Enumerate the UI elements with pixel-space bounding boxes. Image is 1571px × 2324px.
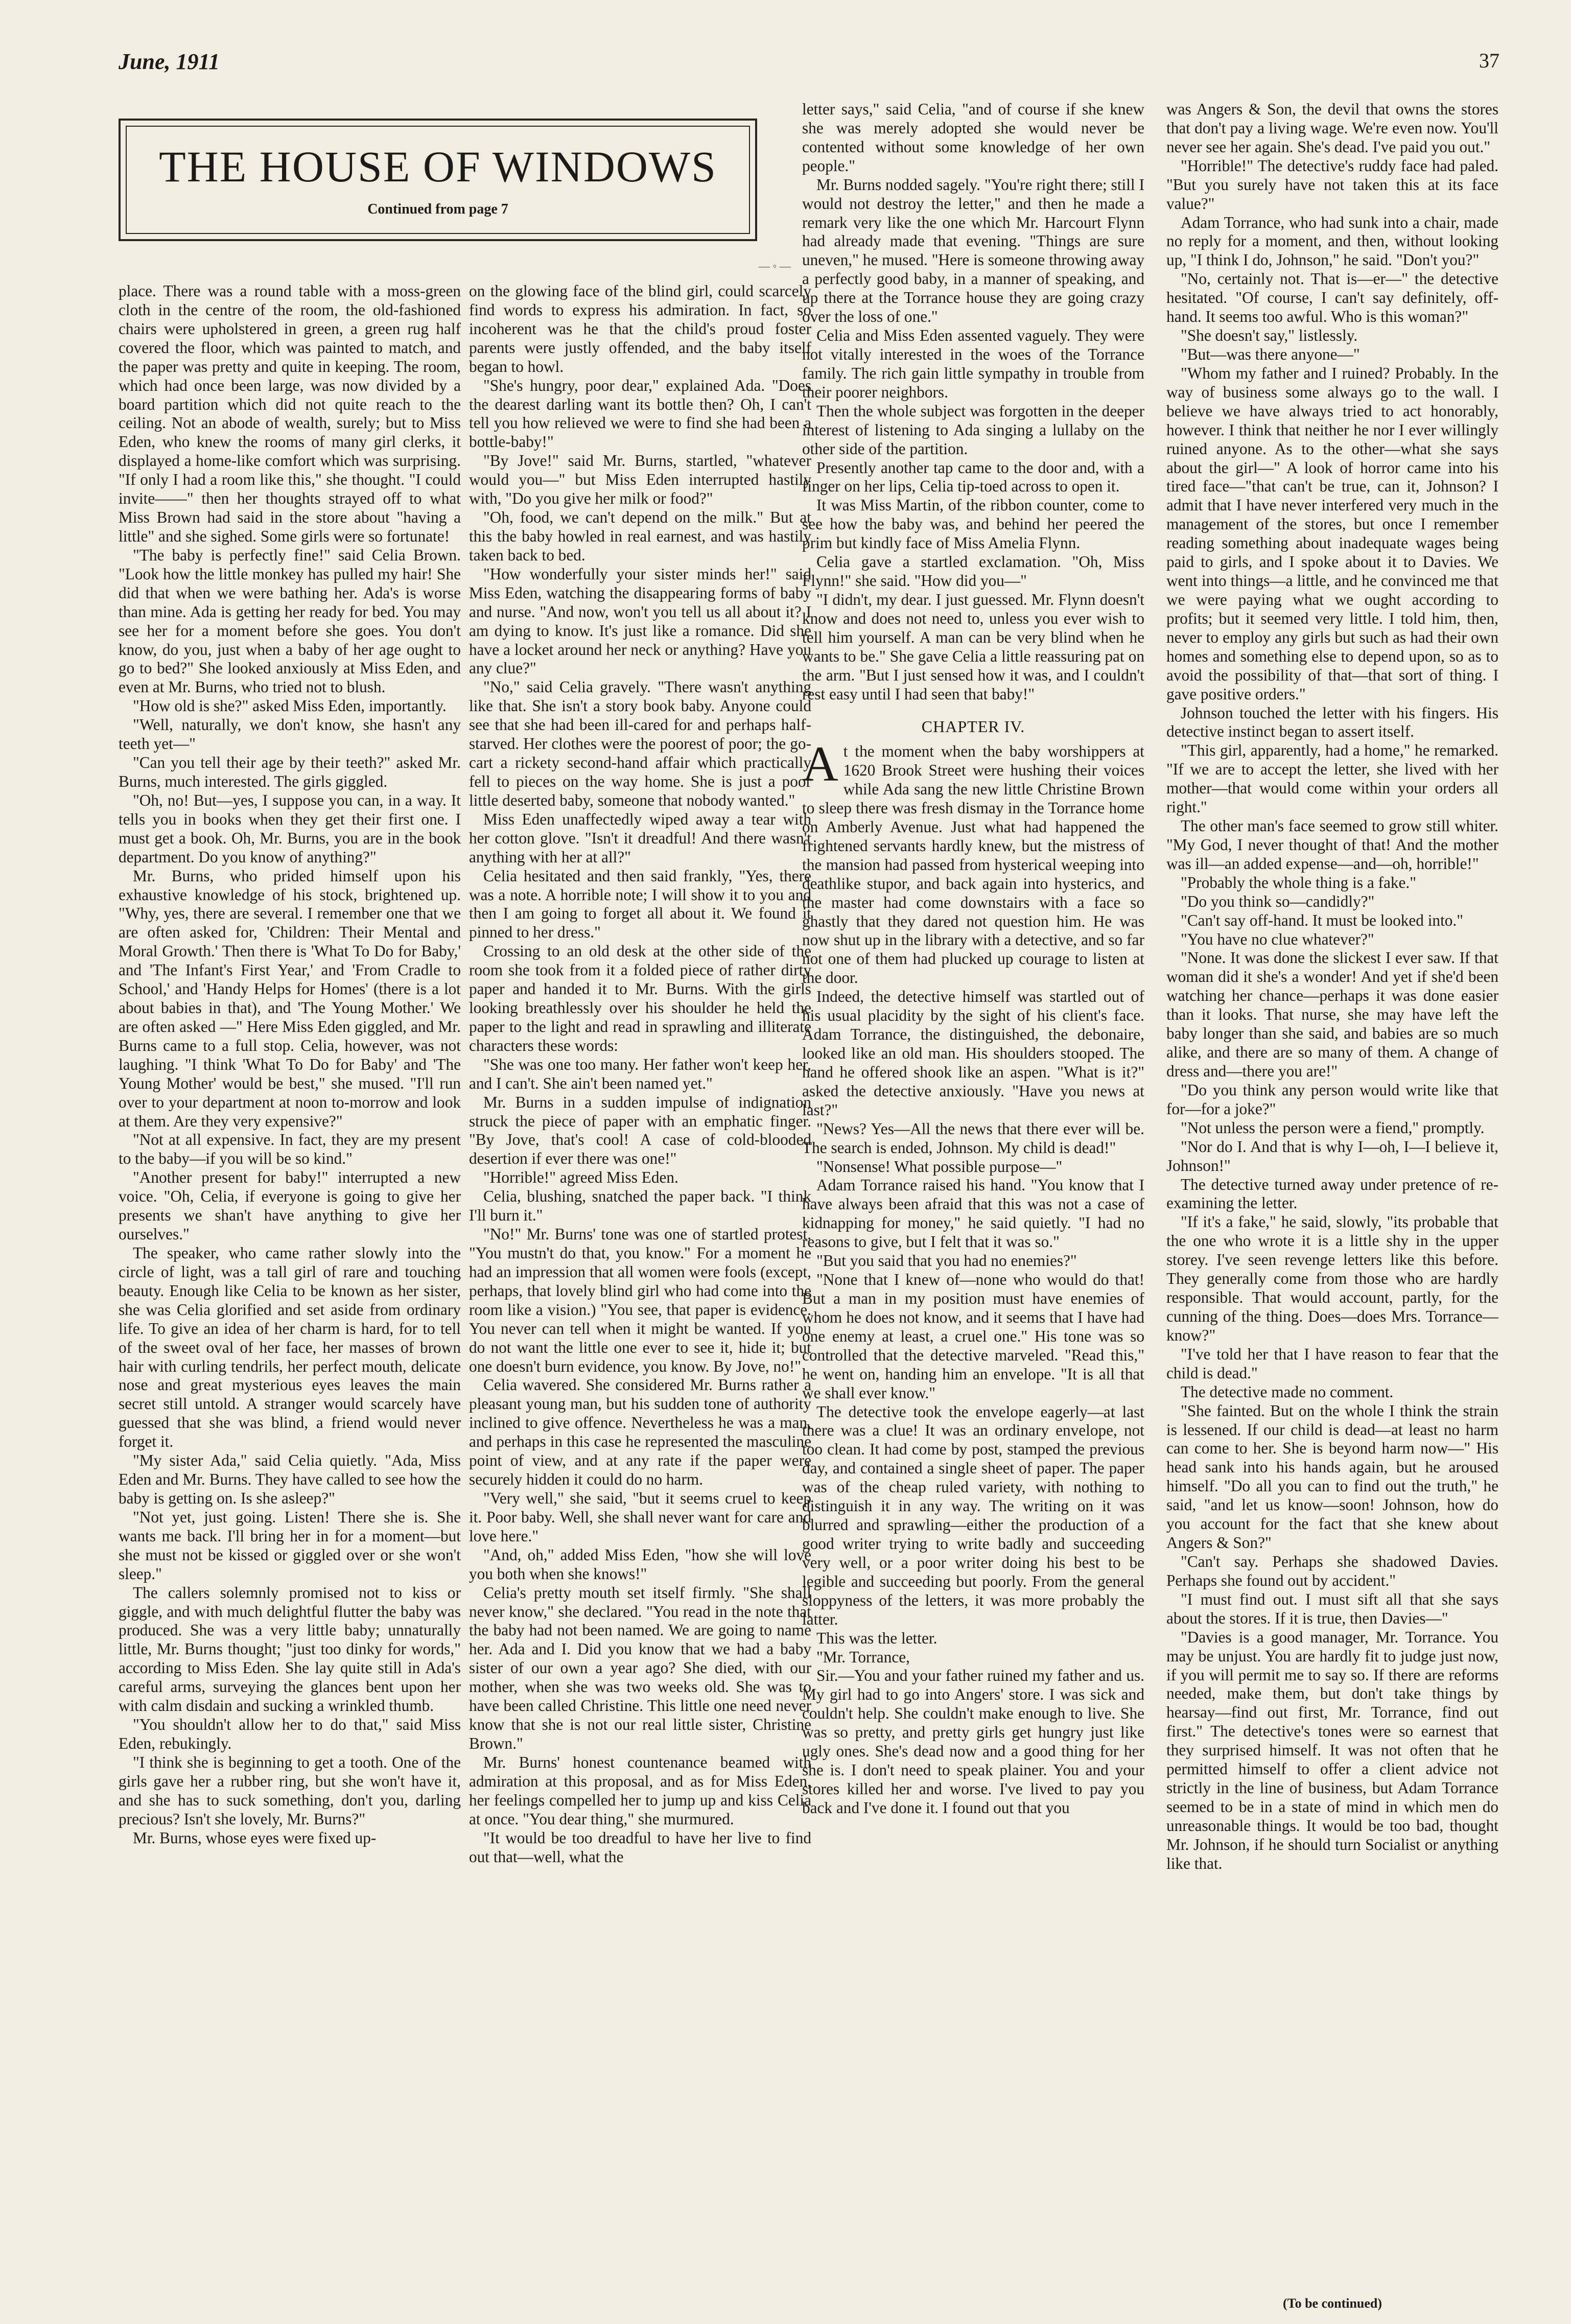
paragraph: "You have no clue whatever?" [1181,930,1374,948]
paragraph: Presently another tap came to the door and, with a finger on her lips, Celia tip-toed across to open it. [802,458,1144,496]
paragraph: "Nonsense! What possible purpose—" [816,1157,1063,1176]
paragraph: Celia and Miss Eden assented vaguely. They were not vitally interested in the woes of the Torrance family. The rich gain little sympathy in trouble from their poorer neighbors. [802,326,1144,401]
paragraph: "I've told her that I have reason to fear that the child is dead." [1166,1345,1498,1382]
paragraph: Mr. Burns, who prided himself upon his exhaustive knowledge of his stock, brightened up. "Why, yes, there are several. I remember one that we are often asked for, 'Children: Their Mental and Moral Growth.' Then there is 'What To Do for Baby,' and 'The Infant's First Year,' and 'From Cradle to School,' and 'Handy Helps for Homes' (there is a lot about babies in that), and 'The Young Mother.' We are often asked —" Here Miss Eden giggled, and Mr. Burns came to a full stop. Celia, however, was not laughing. "I think 'What To Do for Baby' and 'The Young Mother' would be best," she mused. "I'll run over to your department at noon to-morrow and look at them. Are they very expensive?" [119,866,461,1130]
paragraph: Indeed, the detective himself was startled out of his usual placidity by the sight of his client's face. Adam Torrance, the distinguished, the debonaire, looked like an old man. His shoulders stooped. The hand he offered shook like an aspen. "What is it?" asked the detective anxiously. "Have you news at last?" [802,988,1144,1119]
paragraph: "Horrible!" The detective's ruddy face had paled. "But you surely have not taken this at its face value?" [1166,156,1498,213]
paragraph: "If it's a fake," he said, slowly, "its probable that the one who wrote it is a little shy in the upper storey. I've seen revenge letters like this before. They generally come from those who are hardly responsible. That would account, partly, for the cunning of the thing. Does—does Mrs. Torrance—know?" [1166,1213,1498,1344]
paragraph: "But—was there anyone—" [1181,345,1360,363]
paragraph: "Nor do I. And that is why I—oh, I—I believe it, Johnson!" [1166,1137,1498,1175]
paragraph: It was Miss Martin, of the ribbon counter, come to see how the baby was, and behind her peered the prim but kindly face of Miss Amelia Flynn. [802,496,1144,552]
paragraph: "Horrible!" agreed Miss Eden. [483,1168,678,1187]
paragraph: Mr. Burns' honest countenance beamed with admiration at this proposal, and as for Miss Eden, her feelings compelled her to jump up and kiss Celia at once. "You dear thing," she murmured. [469,1753,811,1828]
paragraph: Adam Torrance, who had sunk into a chair, made no reply for a moment, and then, without looking up, "I think I do, Johnson," he said. "Don't you?" [1166,213,1498,269]
story-title: THE HOUSE OF WINDOWS [159,142,717,191]
paragraph: Celia gave a startled exclamation. "Oh, Miss Flynn!" she said. "How did you—" [802,553,1144,590]
paragraph: Celia wavered. She considered Mr. Burns rather a pleasant young man, but his sudden tone of authority inclined to give offence. Nevertheless he was a man, and perhaps in this case he represented the masculine point of view, and at any rate if the paper were securely hidden it could do no harm. [469,1376,811,1489]
paragraph: "None. It was done the slickest I ever saw. If that woman did it she's a wonder! And yet if she'd been watching her chance—perhaps it was done easier than it looks. That nurse, she may have left the baby longer than she said, and babies are so much alike, and there are so many of them. A change of dress and—there you are!" [1166,949,1498,1081]
paragraph: "The baby is perfectly fine!" said Celia Brown. "Look how the little monkey has pulled my hair! She did that when we were bathing her. Ada's is worse than mine. Ada is getting her ready for bed. You may see her for a moment before she goes. You don't know, do you, just when a baby of her age ought to go to bed?" She looked anxiously at Miss Eden, and even at Mr. Burns, who tried not to blush. [119,546,461,696]
continued-from-note: Continued from page 7 [367,201,508,217]
paragraph: Mr. Burns nodded sagely. "You're right there; still I would not destroy the letter," and then he made a remark very like the one which Mr. Harcourt Flynn had already made that evening. "Things are sure uneven," he mused. "Here is someone throwing away a perfectly good baby, in a manner of speaking, and up there at the Torrance house they are going crazy over the loss of one." [802,175,1144,326]
paragraph: "By Jove!" said Mr. Burns, startled, "whatever would you—" but Miss Eden interrupted hastily with, "Do you give her milk or food?" [469,452,811,508]
paragraph: "None that I knew of—none who would do that! But a man in my position must have enemies of whom he does not know, and it seems that I have had one enemy at least, a cruel one." His tone was so controlled that the detective marveled. "Read this," he went on, handing him an envelope. "It is all that we shall ever know." [802,1271,1144,1402]
paragraph: "Very well," she said, "but it seems cruel to keep it. Poor baby. Well, she shall never want for care and love here." [469,1489,811,1545]
paragraph: "How old is she?" asked Miss Eden, importantly. [133,697,447,715]
paragraph: "This girl, apparently, had a home," he remarked. "If we are to accept the letter, she lived with her mother—that would come within your orders all right." [1166,741,1498,816]
paragraph: "Whom my father and I ruined? Probably. In the way of business some always go to the wall. I believe we have always tried to act honorably, however. I think that neither he nor I ever willingly ruined anyone. As to the other—what she says about the girl—" A look of horror came into his tired face—"that can't be true, can it, Johnson? I admit that I have never interfered very much in the management of the stores, but once I remember reading something about inadequate wages being paid to girls, and I spoke about it to Davies. We went into things—a little, and he convinced me that we were paying what we ought according to profits; but it seemed very little. I told him, then, never to employ any girls but such as had their own homes and something else to depend upon, so as to avoid the possibility of that—that sort of thing. I gave positive orders." [1166,364,1498,703]
page-number: 37 [1479,49,1499,72]
paragraph: "No," said Celia gravely. "There wasn't anything like that. She isn't a story book baby. Anyone could see that she had been ill-cared for and perhaps half-starved. Her clothes were the poorest of poor; the go-cart a rickety second-hand affair which practically fell to pieces on the way home. She is just a poor little deserted baby, someone that nobody wanted." [469,678,811,809]
paragraph: Celia, blushing, snatched the paper back. "I think I'll burn it." [469,1187,811,1225]
paragraph: "And, oh," added Miss Eden, "how she will love you both when she knows!" [469,1545,811,1583]
paragraph: "Probably the whole thing is a fake." [1181,873,1417,891]
paragraph: "But you said that you had no enemies?" [816,1252,1077,1270]
paragraph: Mr. Burns in a sudden impulse of indignation struck the piece of paper with an emphatic finger. "By Jove, that's cool! A case of cold-blooded desertion if ever there was one!" [469,1093,811,1168]
paragraph: The other man's face seemed to grow still whiter. "My God, I never thought of that! And the mother was ill—an added expense—and—oh, horrible!" [1166,817,1498,873]
paragraph: "Oh, food, we can't depend on the milk." But at this the baby howled in real earnest, and was hastily taken back to bed. [469,508,811,564]
paragraph: The callers solemnly promised not to kiss or giggle, and with much delightful flutter the baby was produced. She was a very little baby; unnaturally little, Mr. Burns thought; "just too dinky for words," according to Miss Eden. She lay quite still in Ada's careful arms, surveying the glances bent upon her with calm disdain and sucking a wrinkled thumb. [119,1583,461,1715]
paragraph: "Mr. Torrance, [816,1648,910,1666]
paragraph: Adam Torrance raised his hand. "You know that I have always been afraid that this was not a case of kidnapping for money," he said quietly. "I had no reasons to give, but I felt that it was so." [802,1176,1144,1251]
paragraph: "She doesn't say," listlessly. [1181,326,1358,345]
paragraph: "I must find out. I must sift all that she says about the stores. If it is true, then Davies—" [1166,1590,1498,1627]
paragraph: "Oh, no! But—yes, I suppose you can, in a way. It tells you in books when they get their first one. I must get a book. Oh, Mr. Burns, you are in the book department. Do you know of anything?" [119,791,461,866]
paragraph: "Can you tell their age by their teeth?" asked Mr. Burns, much interested. The girls giggled. [119,754,461,790]
paragraph: Crossing to an old desk at the other side of the room she took from it a folded piece of rather dirty paper and handed it to Mr. Burns. With the girls looking breathlessly over his shoulder he held the paper to the light and read in sprawling and illiterate characters these words: [469,942,811,1054]
paragraph: "Not yet, just going. Listen! There she is. She wants me back. I'll bring her in for a moment—but she must not be kissed or giggled over or she won't sleep." [119,1508,461,1583]
paragraph: "It would be too dreadful to have her live to find out that—well, what the [469,1828,811,1866]
paragraph: "Do you think any person would write like that for—for a joke?" [1166,1081,1498,1118]
paragraph: "Not at all expensive. In fact, they are my present to the baby—if you will be so kind." [119,1131,461,1168]
paragraph: "She's hungry, poor dear," explained Ada. "Does the dearest darling want its bottle then? Oh, I can't tell you how relieved we were to find she had been a bottle-baby!" [469,376,811,451]
text-column-3 [802,100,1144,2295]
paragraph: letter says," said Celia, "and of course if she knew she was merely adopted she would never be contented without some knowledge of her own people." [802,100,1144,175]
paragraph: "No!" Mr. Burns' tone was one of startled protest. "You mustn't do that, you know." For a moment he had an impression that all women were fools (except, perhaps, that lovely blind girl who had come into the room like a vision.) "You see, that paper is evidence. You never can tell when it might be wanted. If you do not want the little one ever to see it, hide it; but one doesn't burn evidence, you know. By Jove, no!" [469,1225,811,1375]
paragraph: "She fainted. But on the whole I think the strain is lessened. If our child is dead—at least no harm can come to her. She is beyond harm now—" His head sank into his hands again, but he aroused himself. "Do all you can to find out the truth," he said, "and let us know—soon! Johnson, how do you account for the fact that she knew about Angers & Son?" [1166,1401,1498,1552]
paragraph: "I think she is beginning to get a tooth. One of the girls gave her a rubber ring, but she won't have it, and she has to suck something, don't you, darling precious? Isn't she lovely, Mr. Burns?" [119,1753,461,1828]
paragraph: Mr. Burns, whose eyes were fixed up- [133,1828,377,1847]
text-column-1 [119,282,461,2295]
paragraph: Then the whole subject was forgotten in the deeper interest of listening to Ada singing a lullaby on the other side of the partition. [802,402,1144,458]
paragraph: The detective made no comment. [1181,1382,1394,1401]
paragraph: "Can't say. Perhaps she shadowed Davies. Perhaps she found out by accident." [1166,1552,1498,1589]
paragraph: was Angers & Son, the devil that owns the stores that don't pay a living wage. We're even now. You'll never see her again. She's dead. I've paid you out." [1166,100,1498,156]
paragraph: "News? Yes—All the news that there ever will be. The search is ended, Johnson. My child is dead!" [802,1119,1144,1157]
story-title-box [119,119,757,241]
text-column-2 [469,282,811,2295]
paragraph: "Well, naturally, we don't know, she hasn't any teeth yet—" [119,716,461,753]
paragraph: Celia's pretty mouth set itself firmly. "She shall never know," she declared. "You read in the note that the baby had not been named. We are going to name her. Ada and I. Did you know that we had a baby sister of our own a year ago? She died, with our mother, when she was two weeks old. She was to have been called Christine. This little one need never know that she is not our real little sister, Christine Brown." [469,1583,811,1752]
paragraph: This was the letter. [816,1629,937,1647]
paragraph: The speaker, who came rather slowly into the circle of light, was a tall girl of rare and touching beauty. Enough like Celia to be known as her sister, she was Celia glorified and set aside from ordinary life. To give an idea of her charm is hard, for to tell of the sweet oval of her face, her masses of brown hair with curling tendrils, her perfect mouth, delicate nose and great mysterious eyes leaves the main secret still untold. A stranger would scarcely have guessed that she was blind, a friend would never forget it. [119,1244,461,1451]
text-column-4 [1166,100,1498,2295]
paragraph: "Can't say off-hand. It must be looked into." [1181,911,1464,929]
paragraph: "Not unless the person were a fiend," promptly. [1181,1118,1485,1137]
paragraph: Johnson touched the letter with his fingers. His detective instinct began to assert itself. [1166,703,1498,741]
chapter-heading: CHAPTER IV. [921,717,1025,736]
paragraph: "How wonderfully your sister minds her!" said Miss Eden, watching the disappearing forms of baby and nurse. "And now, won't you tell us all about it? I am dying to know. It's just like a romance. Did she have a locket around her neck or anything? Have you any clue?" [469,565,811,677]
paragraph: "Another present for baby!" interrupted a new voice. "Oh, Celia, if everyone is going to give her presents we shan't have anything to give her ourselves." [119,1168,461,1243]
to-be-continued-note: (To be continued) [1282,2296,1382,2311]
paragraph: "You shouldn't allow her to do that," said Miss Eden, rebukingly. [119,1716,461,1752]
paragraph: "Davies is a good manager, Mr. Torrance. You may be unjust. You are hardly fit to judge just now, if you will permit me to say so. If there are reforms needed, make them, but don't take things by hearsay—find out first, Mr. Torrance, find out first." The detective's tones were so earnest that they surprised himself. It was not often that he permitted himself to offer a client advice not strictly in the line of business, but Adam Torrance seemed to be in a state of mind in which men do unreasonable things. It would be too bad, thought Mr. Johnson, if he should turn Socialist or anything like that. [1166,1628,1498,1872]
paragraph: "She was one too many. Her father won't keep her, and I can't. She ain't been named yet." [469,1055,811,1092]
paragraph: Celia hesitated and then said frankly, "Yes, there was a note. A horrible note; I will show it to you and then I am going to forget all about it. We found it pinned to her dress." [469,866,811,942]
paragraph: "No, certainly not. That is—er—" the detective hesitated. "Of course, I can't say definitely, off-hand. It seems too awful. Who is this woman?" [1166,270,1498,326]
issue-date: June, 1911 [119,49,220,74]
paragraph: The detective turned away under pretence of re-examining the letter. [1166,1175,1498,1212]
ornament-mark: — ◦ — [759,260,791,272]
paragraph: At the moment when the baby worshippers at 1620 Brook Street were hushing their voices while Ada sang the new little Christine Brown to sleep there was fresh dismay in the Torrance home on Amberly Avenue. Just what had happened the frightened servants hardly knew, but the mistress of the mansion had passed from hysterical weeping into deathlike stupor, and back again into hysterics, and the master had come downstairs with a face so ghastly that they dared not question him. He was now shut up in the library with a detective, and so far not one of them had plucked up courage to listen at the door. [802,737,1144,987]
paragraph: The detective took the envelope eagerly—at last there was a clue! It was an ordinary envelope, not too clean. It had come by post, stamped the previous day, and contained a single sheet of paper. The paper was of the cheap ruled variety, with nothing to distinguish it in any way. The writing on it was blurred and sprawling—either the production of a good writer trying to write badly and succeeding very well, or a poor writer doing his best to be legible and succeeding but poorly. From the general sloppyness of the letters, it was more probably the latter. [802,1402,1144,1628]
paragraph: "I didn't, my dear. I just guessed. Mr. Flynn doesn't know and does not need to, unless you ever wish to tell him yourself. A man can be very blind when he wants to be." She gave Celia a little reassuring pat on the arm. "But I just sensed how it was, and I couldn't rest easy until I had seen that baby!" [802,590,1144,703]
paragraph: "My sister Ada," said Celia quietly. "Ada, Miss Eden and Mr. Burns. They have called to see how the baby is getting on. Is she asleep?" [119,1451,461,1507]
paragraph: Miss Eden unaffectedly wiped away a tear with her cotton glove. "Isn't it dreadful! And there wasn't anything with her at all?" [469,810,811,866]
paragraph: on the glowing face of the blind girl, could scarcely find words to express his admiration. In fact, so incoherent was he that the child's proud foster parents were justly offended, and the baby itself began to howl. [469,282,811,375]
paragraph: "Do you think so—candidly?" [1181,892,1375,910]
paragraph: Sir.—You and your father ruined my father and us. My girl had to go into Angers' store. I was sick and couldn't help. She couldn't make enough to live. She was so pretty, and pretty girls get hungry just like ugly ones. She's dead now and a good thing for her she is. I don't need to speak plainer. You and your stores killed her and worse. I've lived to pay you back and I've done it. I found out that you [802,1666,1144,1817]
paragraph: place. There was a round table with a moss-green cloth in the centre of the room, the old-fashioned chairs were upholstered in green, a green rug half covered the floor, which was painted to match, and the paper was pretty and quite in keeping. The room, which had once been large, was now divided by a board partition which did not quite reach to the ceiling. Not an abode of wealth, surely; but to Miss Eden, who knew the rooms of many girl clerks, it displayed a home-like comfort which was surprising. "If only I had a room like this," she thought. "I could invite——" then her thoughts strayed off to what Miss Brown had said in the store about "having a little" and she sighed. Some girls were so fortunate! [119,282,461,545]
drop-cap: A [802,737,838,792]
